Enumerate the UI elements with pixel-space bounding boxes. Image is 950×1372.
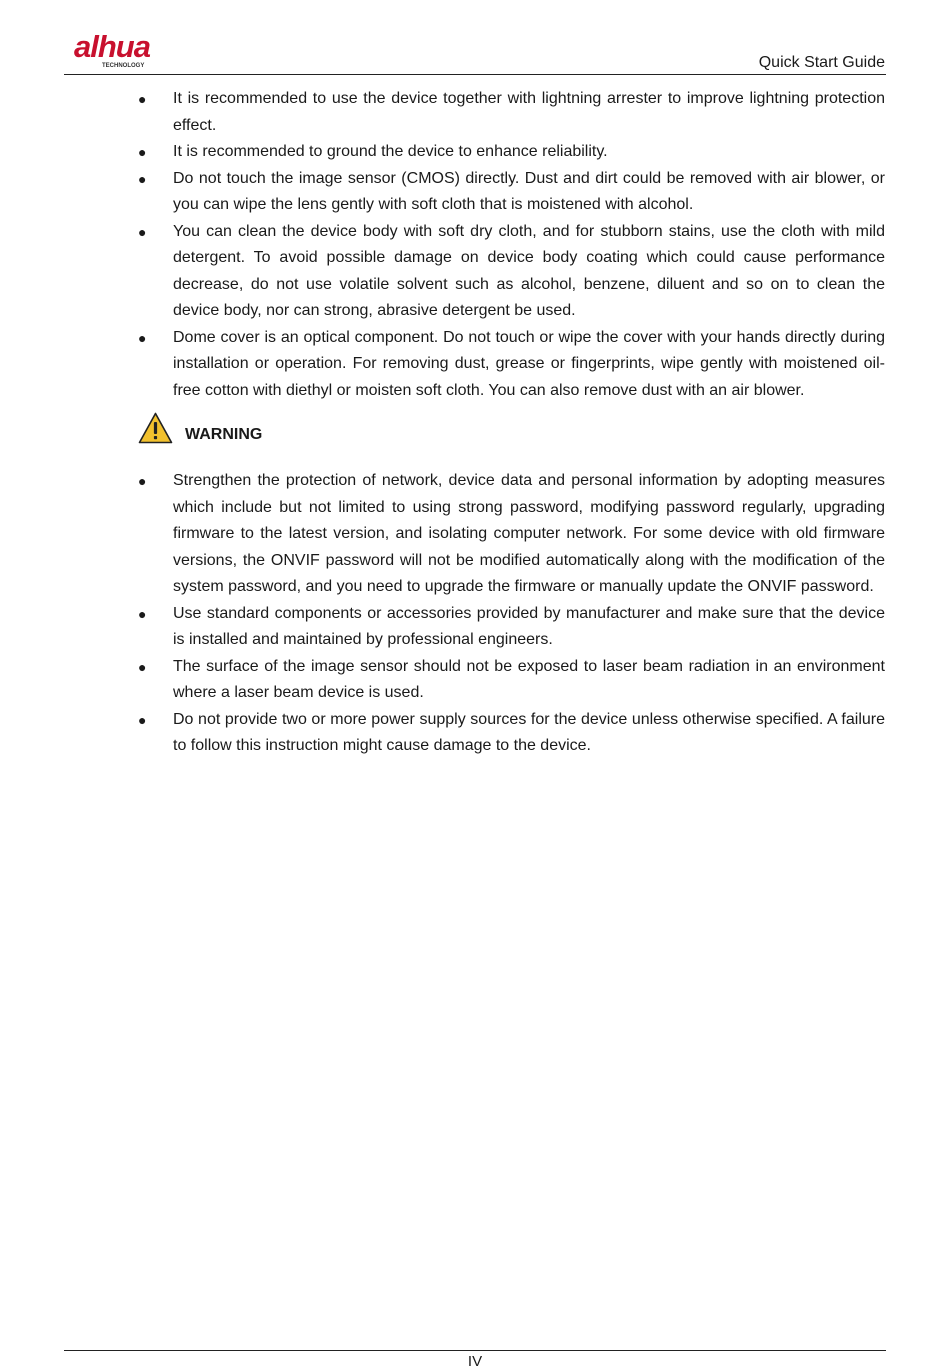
page-footer: [64, 1350, 886, 1370]
list-item-text: Do not touch the image sensor (CMOS) directly. Dust and dirt could be removed with air blower, or you can wipe the lens gently with soft cloth that is moistened with alcohol.: [173, 169, 885, 213]
list-item: [138, 219, 885, 325]
logo-wordmark: alhua: [74, 30, 150, 64]
list-item-text: Strengthen the protection of network, device data and personal information by adopting measures which include but not limited to using strong password, modifying password regularly, upgrading firmware to the latest version, and isolating computer network. For some device with old firmware versions, the ONVIF password will not be modified automatically along with the modification of the system password, and you need to upgrade the firmware or manually update the ONVIF password.: [173, 472, 885, 595]
bullet-icon: ●: [138, 170, 147, 187]
warning-heading: [138, 410, 885, 456]
list-item-text: The surface of the image sensor should not be exposed to laser beam radiation in an environment where a laser beam device is used.: [173, 657, 885, 701]
list-item-text: It is recommended to use the device together with lightning arrester to improve lightning protection effect.: [173, 90, 885, 134]
bullet-icon: ●: [138, 329, 147, 346]
list-item: [138, 707, 885, 760]
bullet-icon: ●: [138, 658, 147, 675]
list-item-text: Use standard components or accessories provided by manufacturer and make sure that the device is installed and maintained by professional engineers.: [173, 604, 885, 648]
list-item-text: Do not provide two or more power supply sources for the device unless otherwise specified. A failure to follow this instruction might cause damage to the device.: [173, 710, 885, 754]
warning-label: WARNING: [185, 426, 263, 443]
list-item: [138, 601, 885, 654]
list-item: [138, 86, 885, 139]
list-item: [138, 468, 885, 601]
page-content: [138, 86, 885, 760]
list-item: [138, 654, 885, 707]
list-item-text: Dome cover is an optical component. Do not touch or wipe the cover with your hands directly during installation or operation. For removing dust, grease or fingerprints, wipe gently with moistened oil-free cotton with diethyl or moisten soft cloth. You can also remove dust with an air blower.: [173, 328, 885, 399]
page-number: IV: [467, 1353, 483, 1370]
bullet-icon: ●: [138, 473, 147, 489]
bullet-icon: ●: [138, 223, 147, 240]
dahua-logo: [72, 30, 184, 70]
list-item: [138, 325, 885, 405]
list-item-text: It is recommended to ground the device to enhance reliability.: [173, 143, 608, 160]
bullet-icon: ●: [138, 144, 147, 160]
bullet-icon: ●: [138, 605, 147, 622]
logo-subtext: TECHNOLOGY: [102, 63, 145, 69]
bullet-icon: ●: [138, 91, 147, 107]
warning-triangle-icon: [138, 412, 173, 444]
bullet-icon: ●: [138, 711, 147, 728]
document-title: Quick Start Guide: [758, 54, 885, 71]
page-header: [64, 26, 886, 75]
warning-list: [138, 468, 885, 760]
list-item-text: You can clean the device body with soft dry cloth, and for stubborn stains, use the cloth with mild detergent. To avoid possible damage on device body coating which could cause performance decrease, do not use volatile solvent such as alcohol, benzene, diluent and so on to clean the device body, nor can strong, abrasive detergent be used.: [173, 222, 885, 319]
list-item: [138, 139, 885, 166]
list-item: [138, 166, 885, 219]
maintenance-list: [138, 86, 885, 404]
